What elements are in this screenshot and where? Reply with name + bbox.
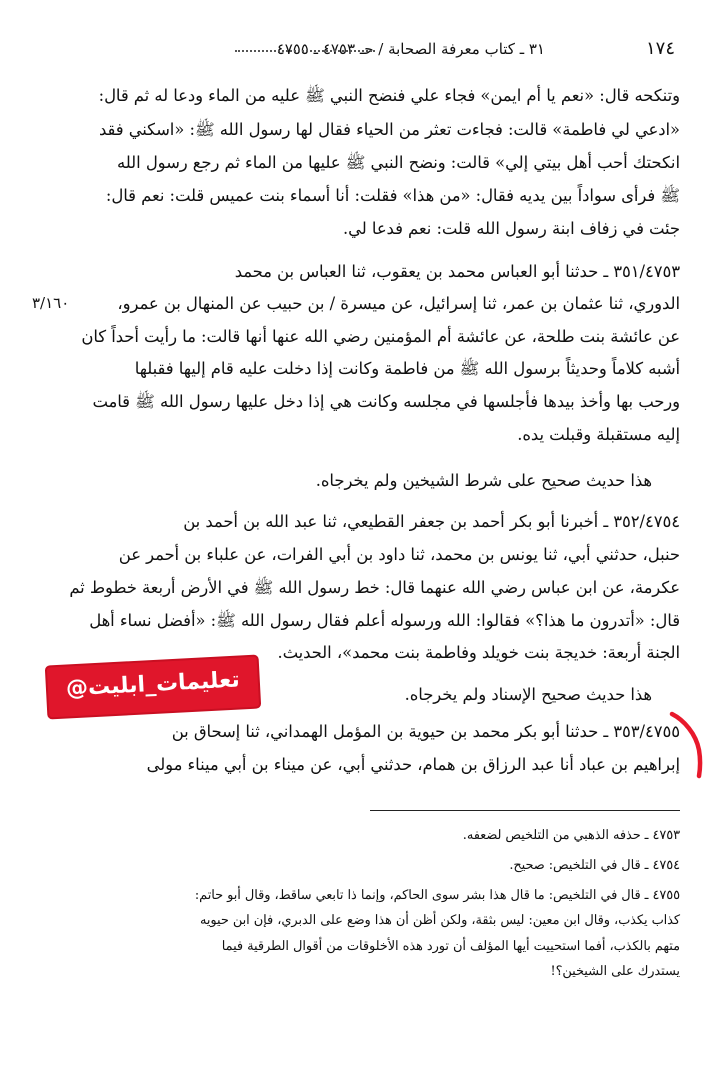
running-title: ٣١ ـ كتاب معرفة الصحابة / حـ ٤٧٥٣ ـ ٤٧٥٥ <box>276 40 545 58</box>
text-line: إبراهيم بن عباد أنا عبد الرزاق بن همام، حدثني أبي، عن ميناء بن أبي ميناء مولى <box>146 755 680 774</box>
text-line: عن عائشة بنت طلحة، عن عائشة أم المؤمنين رضي الله عنها أنها قالت: ما رأيت أحداً كان <box>81 327 680 346</box>
footnote: يستدرك على الشيخين؟! <box>550 964 680 979</box>
margin-reference: ٣/١٦٠ <box>32 294 70 312</box>
text-line: ﷺ فرأى سواداً بين يديه فقال: «من هذا» فقلت: أنا أسماء بنت عميس قلت: نعم قال: <box>105 186 680 205</box>
grading-line: هذا حديث صحيح الإسناد ولم يخرجاه. <box>404 685 652 704</box>
red-pen-mark <box>666 708 706 780</box>
hadith-heading: ٣٥٢/٤٧٥٤ ـ أخبرنا أبو بكر أحمد بن جعفر القطيعي، ثنا عبد الله بن أحمد بن <box>183 512 680 531</box>
footnote: ٤٧٥٣ ـ حذفه الذهبي من التلخيص لضعفه. <box>462 828 680 843</box>
footnote-divider <box>370 810 680 811</box>
hadith-heading: ٣٥٣/٤٧٥٥ ـ حدثنا أبو بكر محمد بن حيوية بن المؤمل الهمداني، ثنا إسحاق بن <box>171 722 680 741</box>
footnote: متهم بالكذب، أفما استحييت أيها المؤلف أن تورد هذه الأخلوقات من أقوال الطرقية فيما <box>221 939 680 954</box>
text-line: وتنكحه قال: «نعم يا أم ايمن» فجاء علي فنضح النبي ﷺ عليه من الماء ودعا له ثم قال: <box>98 86 680 105</box>
text-line: قال: «أتدرون ما هذا؟» فقالوا: الله ورسوله أعلم فقال رسول الله ﷺ: «أفضل نساء أهل <box>89 611 680 630</box>
text-line: «ادعي لي فاطمة» قالت: فجاءت تعثر من الحياء فقال لها رسول الله ﷺ: «اسكني فقد <box>98 120 680 139</box>
watermark-stamp <box>47 657 259 718</box>
text-line: عكرمة، عن ابن عباس رضي الله عنهما قال: خط رسول الله ﷺ في الأرض أربعة خطوط ثم <box>69 578 680 597</box>
text-line: ورحب بها وأخذ بيدها فأجلسها في مجلسه وكانت هي إذا دخل عليها رسول الله ﷺ قامت <box>92 392 680 411</box>
text-line: حنبل، حدثني أبي، ثنا يونس بن محمد، ثنا داود بن أبي الفرات، عن علباء بن أحمر عن <box>118 545 680 564</box>
stamp-text: @تعليمات_ابليت <box>65 667 241 702</box>
text-line: الدوري، ثنا عثمان بن عمر، ثنا إسرائيل، عن ميسرة / بن حبيب عن المنهال بن عمرو، <box>117 294 680 313</box>
page-header <box>80 38 675 68</box>
footnote: ٤٧٥٤ ـ قال في التلخيص: صحيح. <box>509 858 680 873</box>
footnote: كذاب يكذب، وقال ابن معين: ليس بثقة، ولكن أظن أن هذا وضع على الدبري، فإن ابن حيويه <box>199 913 680 928</box>
grading-line: هذا حديث صحيح على شرط الشيخين ولم يخرجاه. <box>315 471 652 490</box>
page-number: ١٧٤ <box>645 38 675 59</box>
text-line: إليه مستقبلة وقبلت يده. <box>517 425 680 444</box>
text-line: انكحتك أحب أهل بيتي إلي» قالت: ونضح النبي ﷺ عليها من الماء ثم رجع رسول الله <box>117 153 680 172</box>
hadith-heading: ٣٥١/٤٧٥٣ ـ حدثنا أبو العباس محمد بن يعقوب، ثنا العباس بن محمد <box>234 262 680 281</box>
text-line: الجنة أربعة: خديجة بنت خويلد وفاطمة بنت محمد»، الحديث. <box>277 643 680 662</box>
text-line: جئت في زفاف ابنة رسول الله قلت: نعم فدعا لي. <box>342 219 680 238</box>
footnote: ٤٧٥٥ ـ قال في التلخيص: ما قال هذا بشر سوى الحاكم، وإنما ذا تابعي ساقط، وقال أبو حاتم: <box>194 888 680 903</box>
header-dotted-leader <box>235 50 375 52</box>
text-line: أشبه كلاماً وحديثاً برسول الله ﷺ من فاطمة وكانت إذا دخلت عليه قام إليها فقبلها <box>134 359 680 378</box>
